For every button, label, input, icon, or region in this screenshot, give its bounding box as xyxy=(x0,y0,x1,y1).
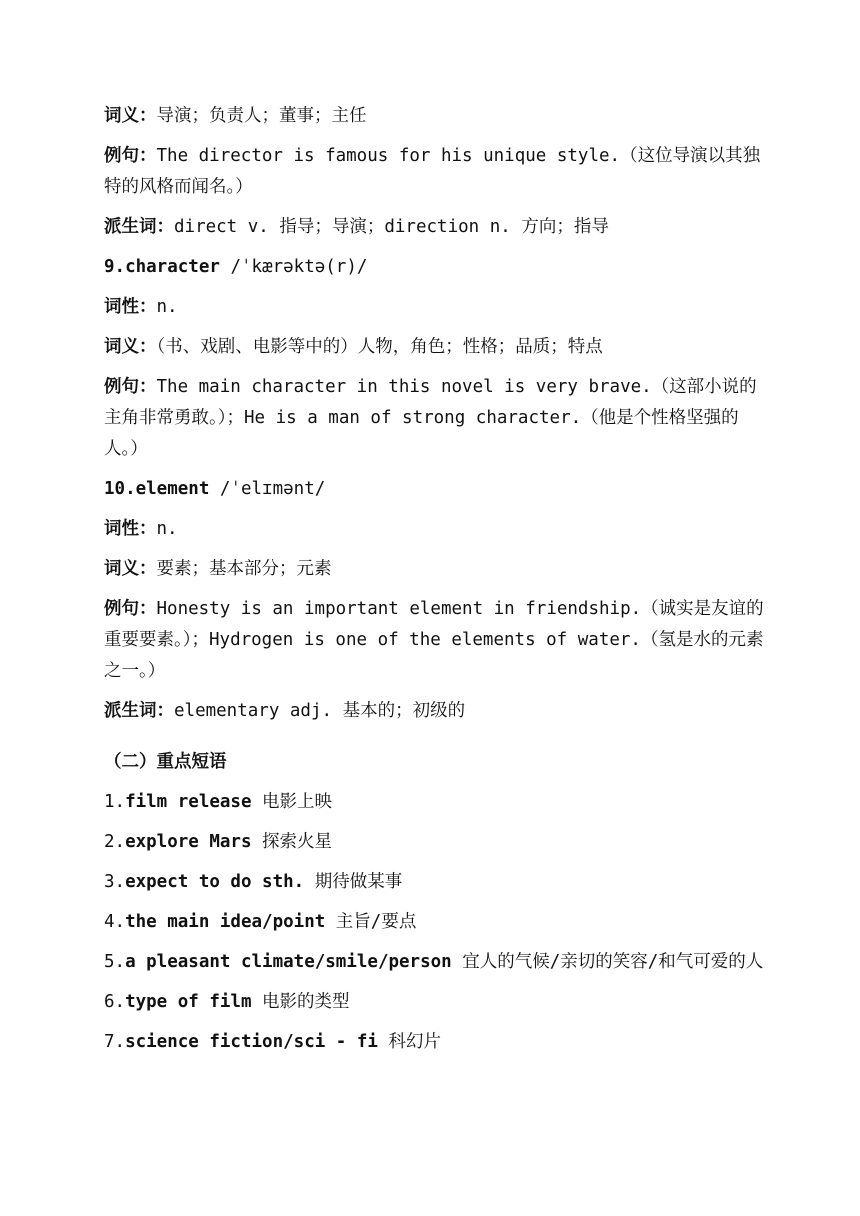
director-meaning xyxy=(104,101,764,132)
derivative-label: 派生词： xyxy=(104,701,174,721)
example-label: 例句： xyxy=(104,146,157,166)
character-pos xyxy=(104,292,764,323)
phrase-item xyxy=(104,947,764,978)
element-meaning-text: 要素；基本部分；元素 xyxy=(156,559,332,579)
element-example xyxy=(104,594,764,687)
phrase-number: 2. xyxy=(104,832,126,852)
example-label: 例句： xyxy=(104,599,157,619)
phrase-chinese: 主旨/要点 xyxy=(325,912,417,932)
phrase-item xyxy=(104,987,764,1018)
director-example-text: The director is famous for his unique style.（这位导演以其独特的风格而闻名。） xyxy=(104,146,761,197)
phrase-item xyxy=(104,1027,764,1058)
phrase-english: type of film xyxy=(125,992,252,1012)
pos-label: 词性： xyxy=(104,297,157,317)
phrase-chinese: 科幻片 xyxy=(377,1032,441,1052)
director-meaning-text: 导演；负责人；董事；主任 xyxy=(156,106,367,126)
phrase-item xyxy=(104,867,764,898)
character-word: character xyxy=(125,257,220,277)
element-pos-text: n. xyxy=(156,519,178,539)
phrase-number: 5. xyxy=(104,952,126,972)
derivative-label: 派生词： xyxy=(104,217,174,237)
meaning-label: 词义： xyxy=(104,337,157,357)
pos-label: 词性： xyxy=(104,519,157,539)
phrase-item xyxy=(104,787,764,818)
director-derivative-text: direct v. 指导；导演；direction n. 方向；指导 xyxy=(174,217,609,237)
element-meaning xyxy=(104,554,764,585)
element-example-text: Honesty is an important element in friendship.（诚实是友谊的重要要素。）；Hydrogen is one of the elements of water.（氢是水的元素之一。） xyxy=(104,599,764,681)
element-number: 10. xyxy=(104,479,136,499)
document-page xyxy=(104,101,764,1058)
character-example-text: The main character in this novel is very brave.（这部小说的主角非常勇敢。）；He is a man of strong character.（他是个性格坚强的人。） xyxy=(104,377,757,459)
character-example xyxy=(104,372,764,465)
phrase-chinese: 探索火星 xyxy=(251,832,333,852)
phrase-english: a pleasant climate/smile/person xyxy=(125,952,452,972)
element-pos xyxy=(104,514,764,545)
phrase-item xyxy=(104,827,764,858)
director-derivative xyxy=(104,212,764,243)
character-phonetic: /ˈkærəktə(r)/ xyxy=(219,257,368,277)
phrase-number: 3. xyxy=(104,872,126,892)
element-word: element xyxy=(135,479,210,499)
phrase-english: science fiction/sci - fi xyxy=(125,1032,378,1052)
element-derivative xyxy=(104,696,764,727)
example-label: 例句： xyxy=(104,377,157,397)
character-heading xyxy=(104,252,764,283)
phrase-english: expect to do sth. xyxy=(125,872,305,892)
character-meaning xyxy=(104,332,764,363)
element-derivative-text: elementary adj. 基本的；初级的 xyxy=(174,701,466,721)
director-example xyxy=(104,141,764,203)
character-number: 9. xyxy=(104,257,126,277)
phrase-number: 7. xyxy=(104,1032,126,1052)
phrase-number: 1. xyxy=(104,792,126,812)
phrase-english: film release xyxy=(125,792,252,812)
element-heading xyxy=(104,474,764,505)
phrase-chinese: 电影的类型 xyxy=(251,992,350,1012)
meaning-label: 词义： xyxy=(104,559,157,579)
phrase-number: 6. xyxy=(104,992,126,1012)
phrase-chinese: 宜人的气候/亲切的笑容/和气可爱的人 xyxy=(451,952,764,972)
phrase-chinese: 期待做某事 xyxy=(304,872,403,892)
meaning-label: 词义： xyxy=(104,106,157,126)
character-meaning-text: （书、戏剧、电影等中的）人物，角色；性格；品质；特点 xyxy=(156,337,603,357)
character-pos-text: n. xyxy=(156,297,178,317)
phrase-chinese: 电影上映 xyxy=(251,792,333,812)
phrase-number: 4. xyxy=(104,912,126,932)
element-phonetic: /ˈelɪmənt/ xyxy=(209,479,326,499)
phrases-section-title: （二）重点短语 xyxy=(104,752,227,772)
phrase-english: explore Mars xyxy=(125,832,252,852)
phrase-item xyxy=(104,907,764,938)
phrase-english: the main idea/point xyxy=(125,912,326,932)
